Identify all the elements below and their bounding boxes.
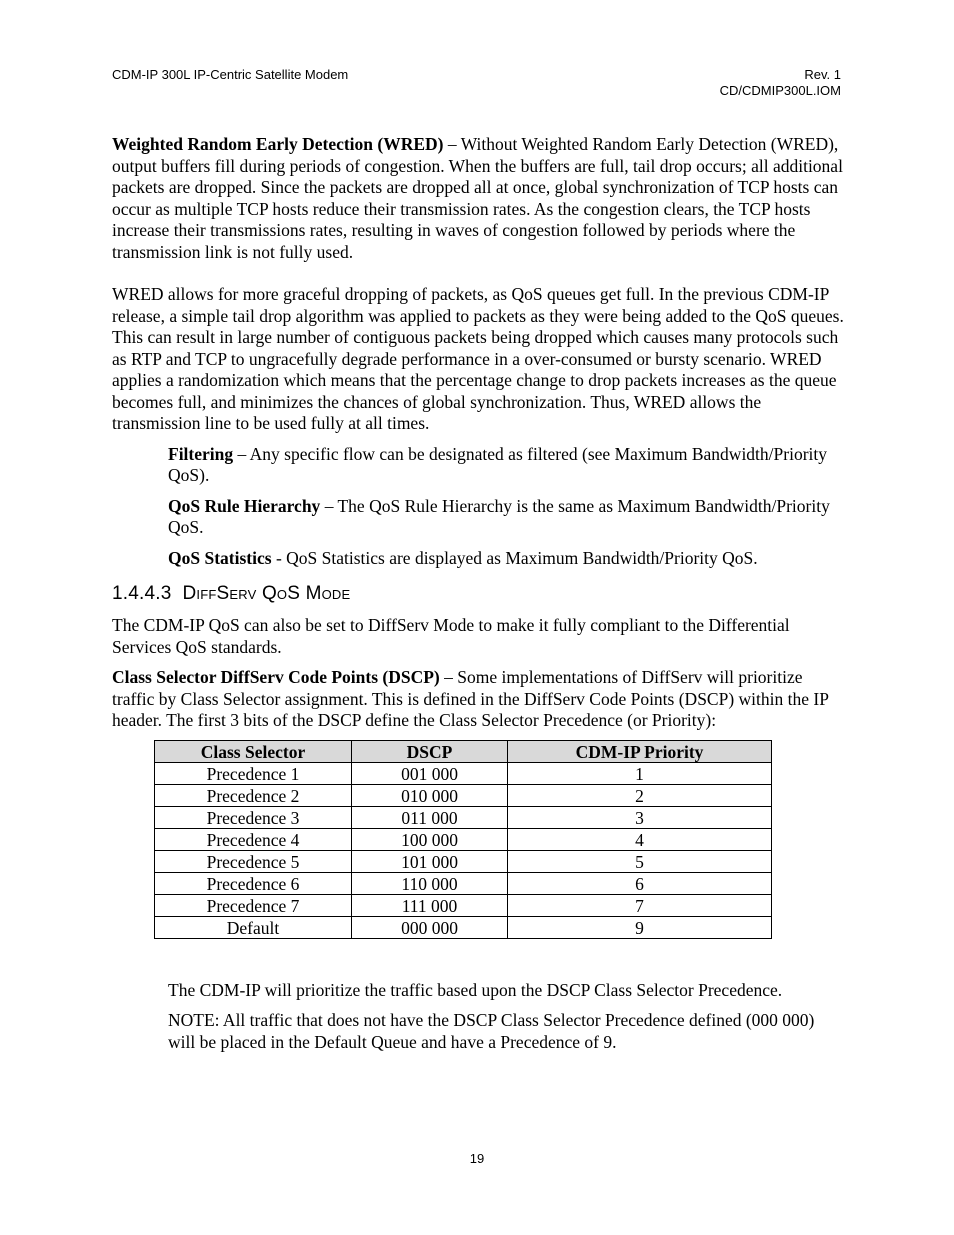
section-number: 1.4.4.3 bbox=[112, 583, 172, 604]
document-code: CD/CDMIP300L.IOM bbox=[719, 83, 841, 98]
dscp-cell: 100 000 bbox=[352, 828, 508, 850]
table-header-row bbox=[155, 740, 772, 762]
wred-detail-paragraph: WRED allows for more graceful dropping of packets, as QoS queues get full. In the previous CDM-IP release, a simple tail drop algorithm was applied to packets as they were being added to the QoS queues. This can result in large number of contiguous packets being dropped which causes many protocols such as RTP and TCP to ungracefully degrade performance in a over-consumed or bursty scenario. WRED applies a randomization which means that the percentage change to drop packets increases as the queue becomes full, and minimizes the chances of global synchronization. Thus, WRED allows the transmission line to be used fully at all times. bbox=[112, 284, 844, 433]
table-row bbox=[155, 784, 772, 806]
section-heading bbox=[112, 583, 844, 605]
qos-hierarchy-text: – The QoS Rule Hierarchy is the same as Maximum Bandwidth/Priority QoS. bbox=[168, 495, 830, 537]
note-paragraph: NOTE: All traffic that does not have the DSCP Class Selector Precedence defined (000 000) will be placed in the Default Queue and have a Precedence of 9. bbox=[168, 1010, 815, 1052]
class-selector-term: Class Selector DiffServ Code Points (DSCP) bbox=[112, 667, 440, 687]
priority-cell: 6 bbox=[508, 872, 772, 894]
column-header-class-selector: Class Selector bbox=[155, 740, 352, 762]
filtering-text: – Any specific flow can be designated as filtered (see Maximum Bandwidth/Priority QoS). bbox=[168, 443, 828, 485]
table-row bbox=[155, 850, 772, 872]
qos-hierarchy-paragraph bbox=[168, 496, 844, 539]
class-selector-cell: Precedence 6 bbox=[155, 872, 352, 894]
class-selector-cell: Precedence 1 bbox=[155, 762, 352, 784]
priority-cell: 9 bbox=[508, 916, 772, 938]
dscp-cell: 111 000 bbox=[352, 894, 508, 916]
table-row bbox=[155, 828, 772, 850]
qos-statistics-term: QoS Statistics bbox=[168, 547, 272, 568]
wred-text: – Without Weighted Random Early Detection (WRED), output buffers fill during periods of congestion. When the buffers are full, tail drop occurs; all additional packets are dropped. Since the packets are dropped all at once, global synchronization of TCP hosts can occur as multiple TCP hosts reduce their transmission rates. As the congestion clears, the TCP hosts increase their transmissions rates, resulting in waves of congestion followed by periods where the transmission link is not fully used. bbox=[112, 134, 843, 262]
prioritization-paragraph: The CDM-IP will prioritize the traffic based upon the DSCP Class Selector Precedence. bbox=[168, 979, 783, 1000]
dscp-cell: 110 000 bbox=[352, 872, 508, 894]
class-selector-cell: Precedence 4 bbox=[155, 828, 352, 850]
priority-cell: 4 bbox=[508, 828, 772, 850]
class-selector-cell: Precedence 5 bbox=[155, 850, 352, 872]
wred-paragraph bbox=[112, 134, 844, 263]
priority-cell: 3 bbox=[508, 806, 772, 828]
filtering-term: Filtering bbox=[168, 443, 234, 464]
dscp-cell: 101 000 bbox=[352, 850, 508, 872]
table-row bbox=[155, 762, 772, 784]
class-selector-cell: Precedence 3 bbox=[155, 806, 352, 828]
table-row bbox=[155, 916, 772, 938]
section-title: DiffServ QoS Mode bbox=[182, 583, 351, 604]
class-selector-cell: Precedence 2 bbox=[155, 784, 352, 806]
wred-term: Weighted Random Early Detection (WRED) bbox=[112, 134, 444, 154]
page-number: 19 bbox=[469, 1151, 485, 1166]
table-row bbox=[155, 806, 772, 828]
dscp-cell: 000 000 bbox=[352, 916, 508, 938]
diffserv-intro-paragraph: The CDM-IP QoS can also be set to DiffServ Mode to make it fully compliant to the Differential Services QoS standards. bbox=[112, 615, 790, 657]
dscp-cell: 001 000 bbox=[352, 762, 508, 784]
running-header-title: CDM-IP 300L IP-Centric Satellite Modem bbox=[112, 67, 349, 82]
qos-statistics-paragraph bbox=[168, 548, 844, 570]
revision-label: Rev. 1 bbox=[804, 67, 841, 82]
class-selector-cell: Precedence 7 bbox=[155, 894, 352, 916]
class-selector-cell: Default bbox=[155, 916, 352, 938]
dscp-cell: 011 000 bbox=[352, 806, 508, 828]
priority-cell: 5 bbox=[508, 850, 772, 872]
priority-cell: 2 bbox=[508, 784, 772, 806]
qos-hierarchy-term: QoS Rule Hierarchy bbox=[168, 495, 321, 516]
class-selector-text: – Some implementations of DiffServ will prioritize traffic by Class Selector assignment. This is defined in the DiffServ Code Points (DSCP) within the IP header. The first 3 bits of the DSCP define the Class Selector Precedence (or Priority): bbox=[112, 667, 829, 730]
running-header-revision bbox=[720, 67, 841, 99]
column-header-dscp: DSCP bbox=[352, 740, 508, 762]
table-row bbox=[155, 872, 772, 894]
class-selector-table bbox=[154, 740, 772, 939]
priority-cell: 1 bbox=[508, 762, 772, 784]
column-header-priority: CDM-IP Priority bbox=[508, 740, 772, 762]
dscp-cell: 010 000 bbox=[352, 784, 508, 806]
qos-statistics-text: - QoS Statistics are displayed as Maximum Bandwidth/Priority QoS. bbox=[271, 547, 758, 568]
page-body bbox=[112, 134, 844, 1062]
class-selector-paragraph bbox=[112, 667, 844, 732]
table-row bbox=[155, 894, 772, 916]
priority-cell: 7 bbox=[508, 894, 772, 916]
filtering-paragraph bbox=[168, 444, 844, 487]
